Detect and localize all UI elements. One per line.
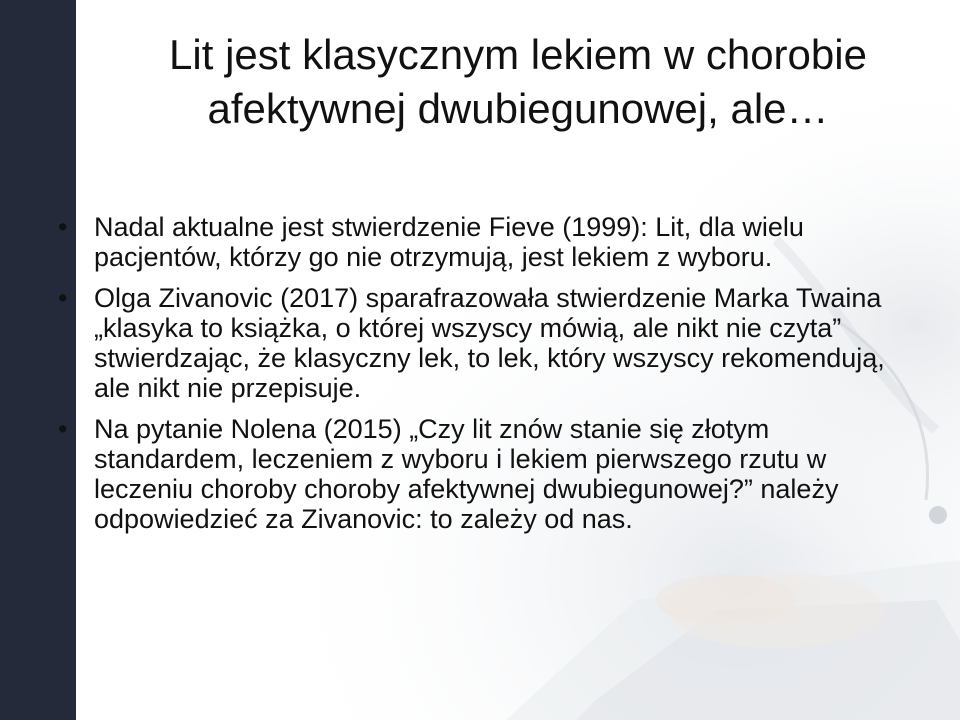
- slide-title-line-1: Lit jest klasycznym lekiem w chorobie: [169, 31, 867, 78]
- bullet-item: [58, 283, 914, 403]
- slide-title-line-2: afektywnej dwubiegunowej, ale…: [207, 85, 829, 132]
- bullet-item: [58, 414, 914, 534]
- bullet-text: Nadal aktualne jest stwierdzenie Fieve (1999): Lit, dla wielu pacjentów, którzy go nie otrzymują, jest lekiem z wyboru.: [94, 212, 804, 272]
- bullet-marker: •: [58, 283, 68, 313]
- slide-title: [76, 28, 960, 136]
- bullet-text: Na pytanie Nolena (2015) „Czy lit znów stanie się złotym standardem, leczeniem z wyboru i lekiem pierwszego rzutu w leczeniu choroby choroby afektywnej dwubiegunowej?” należy odpowiedzieć za Zivanovic: to zależy od nas.: [94, 414, 839, 534]
- left-accent-bar: [0, 0, 76, 720]
- bullet-list: [58, 212, 914, 545]
- bullet-marker: •: [58, 414, 68, 444]
- bullet-text: Olga Zivanovic (2017) sparafrazowała stwierdzenie Marka Twaina „klasyka to książka, o której wszyscy mówią, ale nikt nie czyta” stwierdzając, że klasyczny lek, to lek, który wszyscy rekomendują, ale nikt nie przepisuje.: [94, 283, 885, 403]
- bullet-marker: •: [58, 212, 68, 242]
- bullet-item: [58, 212, 914, 272]
